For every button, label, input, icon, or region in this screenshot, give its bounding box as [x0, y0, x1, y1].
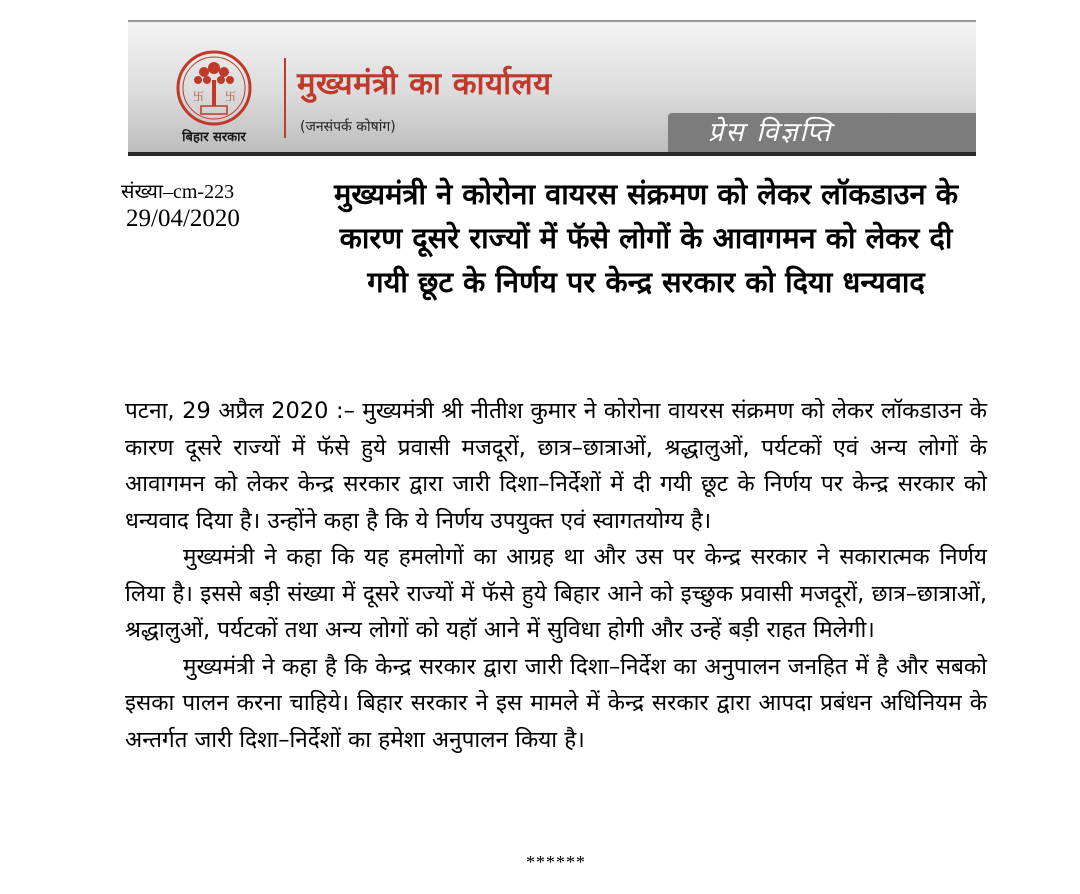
body-paragraph: मुख्यमंत्री ने कहा है कि केन्द्र सरकार द्वारा जारी दिशा–निर्देश का अनुपालन जनहित में है और सबको इसका पालन करना चाहिये। बिहार सरकार ने इस मामले में केन्द्र सरकार द्वारा आपदा प्रबंधन अधिनियम के अन्तर्गत जारी दिशा–निर्देशों का हमेशा अनुपालन किया है। — [125, 653, 987, 753]
press-headline: मुख्यमंत्री ने कोरोना वायरस संक्रमण को लेकर लॉकडाउन के कारण दूसरे राज्यों में फॅसे लोगों के आवागमन को लेकर दी गयी छूट के निर्णय पर केन्द्र सरकार को दिया धन्यवाद — [333, 177, 959, 299]
banner-divider — [284, 58, 286, 138]
banner-top-edge — [128, 20, 976, 22]
emblem-caption: बिहार सरकार — [182, 130, 246, 145]
bihar-emblem-icon — [171, 50, 257, 130]
body-paragraph: पटना, 29 अप्रैल 2020 :– मुख्यमंत्री श्री नीतीश कुमार ने कोरोना वायरस संक्रमण को लेकर लॉकडाउन के कारण दूसरे राज्यों में फॅसे हुये प्रवासी मजदूरों, छात्र–छात्राओं, श्रद्धालुओं, पर्यटकों एवं अन्य लोगों के आवागमन को लेकर केन्द्र सरकार द्वारा जारी दिशा–निर्देशों में दी गयी छूट के निर्णय पर केन्द्र सरकार को धन्यवाद दिया है। उन्होंने कहा है कि ये निर्णय उपयुक्त एवं स्वागतयोग्य है। — [125, 398, 987, 534]
reference-date: 29/04/2020 — [126, 205, 240, 232]
press-release-label: प्रेस विज्ञप्ति — [708, 117, 833, 148]
svg-text:卐: 卐 — [225, 90, 236, 103]
office-subtitle: (जनसंपर्क कोषांग) — [300, 119, 396, 135]
end-marker: ****** — [526, 852, 586, 872]
reference-number: संख्या–cm-223 — [121, 181, 235, 203]
press-body — [125, 393, 987, 758]
body-paragraph: मुख्यमंत्री ने कहा कि यह हमलोगों का आग्रह था और उस पर केन्द्र सरकार ने सकारात्मक निर्णय लिया है। इससे बड़ी संख्या में दूसरे राज्यों में फॅसे हुये बिहार आने को इच्छुक प्रवासी मजदूरों, छात्र–छात्राओं, श्रद्धालुओं, पर्यटकों तथा अन्य लोगों को यहॉ आने में सुविधा होगी और उन्हें बड़ी राहत मिलेगी। — [125, 544, 987, 643]
svg-text:卐: 卐 — [193, 90, 204, 103]
office-title: मुख्यमंत्री का कार्यालय — [297, 66, 552, 102]
